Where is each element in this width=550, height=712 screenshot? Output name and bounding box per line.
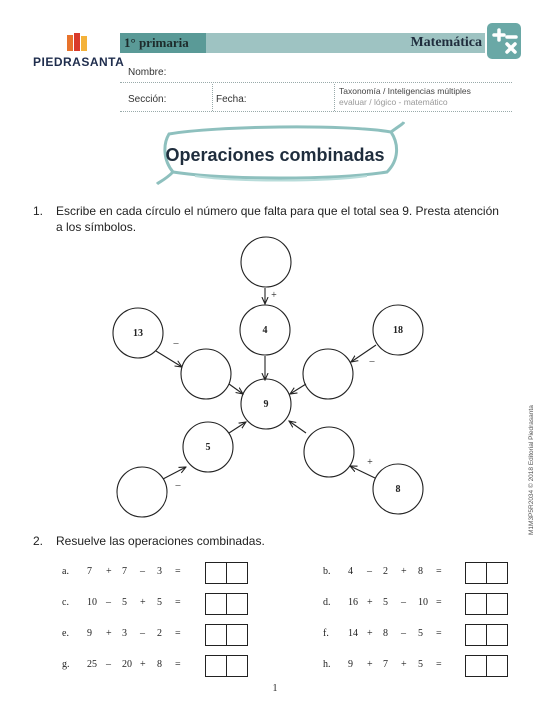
operator-symbol: = (436, 659, 442, 670)
answer-box[interactable] (226, 655, 248, 677)
operand: 2 (383, 566, 388, 577)
node-value-center: 9 (263, 399, 269, 410)
operand: 10 (87, 597, 97, 608)
arrow-upper-left-outer (156, 351, 182, 367)
operand: 3 (122, 628, 127, 639)
operator-symbol: = (175, 597, 181, 608)
arrow-upper-right-inner (290, 384, 306, 394)
node-value-13: 13 (133, 328, 143, 339)
node-value-4: 4 (262, 325, 268, 336)
circle-lower-left-outer[interactable] (117, 467, 167, 517)
arrow-upper-left-inner (229, 384, 243, 394)
operation-letter: h. (323, 659, 331, 670)
operator-symbol: + (401, 566, 407, 577)
operand: 8 (418, 566, 423, 577)
circle-upper-left-inner[interactable] (181, 349, 231, 399)
operator-symbol: – (140, 566, 145, 577)
sign-lower-right: + (367, 457, 373, 468)
arrow-lower-left-outer (163, 467, 186, 479)
operand: 5 (418, 659, 423, 670)
arrow-lower-right-inner (289, 421, 306, 433)
operand: 7 (383, 659, 388, 670)
answer-box[interactable] (205, 593, 227, 615)
grade-label: 1° primaria (124, 35, 189, 50)
answer-box[interactable] (465, 562, 487, 584)
operand: 9 (348, 659, 353, 670)
circle-top-outer[interactable] (241, 237, 291, 287)
answer-box[interactable] (205, 655, 227, 677)
date-label: Fecha: (216, 94, 247, 105)
operator-symbol: – (106, 597, 111, 608)
q2-text: Resuelve las operaciones combinadas. (56, 534, 265, 548)
answer-box[interactable] (486, 655, 508, 677)
circle-lower-right-inner[interactable] (304, 427, 354, 477)
operand: 20 (122, 659, 132, 670)
publisher-logo-text: PIEDRASANTA (33, 55, 125, 69)
operator-symbol: = (175, 566, 181, 577)
operand: 9 (87, 628, 92, 639)
answer-box[interactable] (465, 593, 487, 615)
operation-letter: a. (62, 566, 69, 577)
answer-box[interactable] (486, 562, 508, 584)
name-label: Nombre: (128, 67, 167, 78)
operator-symbol: – (401, 628, 406, 639)
operand: 10 (418, 597, 428, 608)
operator-symbol: – (106, 659, 111, 670)
operator-symbol: + (367, 597, 373, 608)
operator-symbol: = (175, 659, 181, 670)
operator-symbol: + (140, 659, 146, 670)
operation-letter: b. (323, 566, 331, 577)
operand: 5 (383, 597, 388, 608)
answer-box[interactable] (226, 593, 248, 615)
operator-symbol: + (106, 566, 112, 577)
circle-upper-right-inner[interactable] (303, 349, 353, 399)
q1-text-line1: Escribe en cada círculo el número que falta para que el total sea 9. Presta atención (56, 204, 499, 218)
operator-symbol: + (140, 597, 146, 608)
page-title: Operaciones combinadas (165, 145, 385, 165)
operand: 2 (157, 628, 162, 639)
copyright-side-text: M1M3P5R2034 © 2018 Editorial Piedrasanta (528, 405, 535, 535)
sign-upper-right: – (369, 356, 375, 367)
page-number: 1 (272, 683, 278, 694)
operand: 16 (348, 597, 358, 608)
operand: 25 (87, 659, 97, 670)
q2-number: 2. (33, 534, 44, 548)
operator-symbol: = (436, 628, 442, 639)
operator-symbol: + (367, 659, 373, 670)
operator-symbol: = (436, 566, 442, 577)
answer-box[interactable] (486, 593, 508, 615)
operand: 3 (157, 566, 162, 577)
sign-upper-left: – (173, 338, 179, 349)
sign-top: + (271, 290, 277, 301)
operand: 5 (122, 597, 127, 608)
operand: 7 (87, 566, 92, 577)
taxonomy-label: Taxonomía / Inteligencias múltiples (339, 86, 471, 96)
operator-symbol: + (106, 628, 112, 639)
answer-box[interactable] (205, 562, 227, 584)
node-value-8: 8 (395, 484, 401, 495)
section-label: Sección: (128, 94, 167, 105)
sign-lower-left: – (175, 480, 181, 491)
operand: 8 (157, 659, 162, 670)
operator-symbol: = (436, 597, 442, 608)
answer-box[interactable] (205, 624, 227, 646)
operator-symbol: + (401, 659, 407, 670)
operation-letter: g. (62, 659, 70, 670)
answer-box[interactable] (226, 624, 248, 646)
q1-text-line2: a los símbolos. (56, 220, 137, 234)
operator-symbol: + (367, 628, 373, 639)
node-value-5: 5 (205, 442, 211, 453)
operand: 14 (348, 628, 358, 639)
answer-box[interactable] (465, 624, 487, 646)
operand: 5 (157, 597, 162, 608)
operand: 4 (348, 566, 353, 577)
operand: 5 (418, 628, 423, 639)
operand: 8 (383, 628, 388, 639)
q1-number: 1. (33, 204, 44, 218)
operation-letter: e. (62, 628, 69, 639)
operator-symbol: – (367, 566, 372, 577)
operation-letter: c. (62, 597, 69, 608)
operator-symbol: = (175, 628, 181, 639)
operator-symbol: – (140, 628, 145, 639)
operand: 7 (122, 566, 127, 577)
answer-box[interactable] (486, 624, 508, 646)
arrow-lower-left-inner (229, 422, 246, 433)
answer-box[interactable] (226, 562, 248, 584)
node-value-18: 18 (393, 325, 403, 336)
operator-symbol: – (401, 597, 406, 608)
operation-letter: d. (323, 597, 331, 608)
subject-label: Matemática (410, 35, 482, 50)
operation-letter: f. (323, 628, 329, 639)
answer-box[interactable] (465, 655, 487, 677)
taxonomy-value: evaluar / lógico - matemático (339, 97, 448, 107)
